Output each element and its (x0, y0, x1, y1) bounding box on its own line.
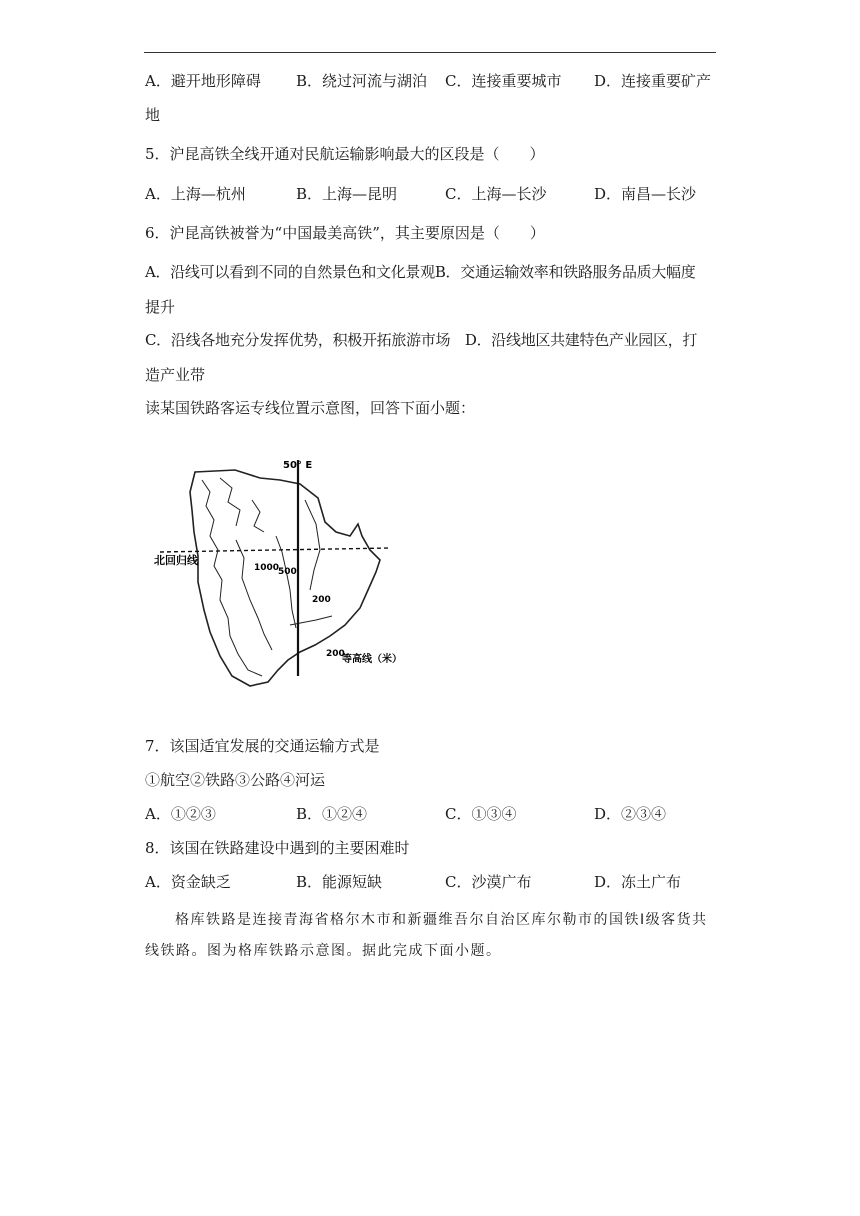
q7-option-c: C．①③④ (445, 805, 517, 823)
q5-stem: 5．沪昆高铁全线开通对民航运输影响最大的区段是（ ） (145, 145, 545, 163)
q4-option-c: C．连接重要城市 (445, 72, 562, 90)
q6-options-cd: C．沿线各地充分发挥优势，积极开拓旅游市场 D．沿线地区共建特色产业园区，打 (145, 331, 698, 349)
q8-option-a: A．资金缺乏 (145, 873, 231, 891)
q4-option-b: B．绕过河流与湖泊 (296, 72, 428, 90)
q6-options-ab: A．沿线可以看到不同的自然景色和文化景观B．交通运输效率和铁路服务品质大幅度 (145, 263, 696, 281)
q4-option-a: A．避开地形障碍 (145, 72, 261, 90)
contour-200-inner (305, 500, 320, 590)
q7-option-a: A．①②③ (145, 805, 216, 823)
q8-option-c: C．沙漠广布 (445, 873, 532, 891)
contour-label-1000: 1000 (254, 563, 280, 573)
contour-label-500: 500 (278, 567, 297, 577)
q4-option-d-continued: 地 (145, 106, 161, 124)
q5-option-a: A．上海—杭州 (145, 185, 246, 203)
q5-option-c: C．上海—长沙 (445, 185, 547, 203)
q7-option-b: B．①②④ (296, 805, 368, 823)
q6-option-d-continued: 造产业带 (145, 366, 206, 384)
passage-line-2: 线铁路。图为格库铁路示意图。据此完成下面小题。 (145, 943, 502, 959)
q7-option-d: D．②③④ (594, 805, 667, 823)
q6-stem: 6．沪昆高铁被誉为“中国最美高铁”，其主要原因是（ ） (145, 224, 545, 242)
q8-option-b: B．能源短缺 (296, 873, 383, 891)
map-intro: 读某国铁路客运专线位置示意图，回答下面小题： (145, 399, 476, 417)
q5-option-b: B．上海—昆明 (296, 185, 398, 203)
meridian-label: 50° E (283, 460, 313, 471)
tropic-of-cancer (160, 548, 390, 552)
contour-1000 (236, 540, 272, 650)
country-railway-map (140, 440, 420, 690)
passage-line-1: 格库铁路是连接青海省格尔木市和新疆维吾尔自治区库尔勒市的国铁Ⅰ级客货共 (175, 912, 708, 928)
q6-option-b-continued: 提升 (145, 298, 176, 316)
q8-option-d: D．冻土广布 (594, 873, 682, 891)
contour-label-200-b: 200 (326, 649, 345, 659)
q8-stem: 8．该国在铁路建设中遇到的主要困难时 (145, 839, 410, 857)
map-legend: 等高线（米） (342, 654, 402, 665)
q7-choices: ①航空②铁路③公路④河运 (145, 771, 326, 789)
q4-option-d: D．连接重要矿产 (594, 72, 712, 90)
q5-option-d: D．南昌—长沙 (594, 185, 697, 203)
header-rule (144, 52, 716, 53)
contour-label-200-a: 200 (312, 595, 331, 605)
tropic-label: 北回归线 (154, 554, 198, 567)
q7-stem: 7．该国适宜发展的交通运输方式是 (145, 737, 380, 755)
